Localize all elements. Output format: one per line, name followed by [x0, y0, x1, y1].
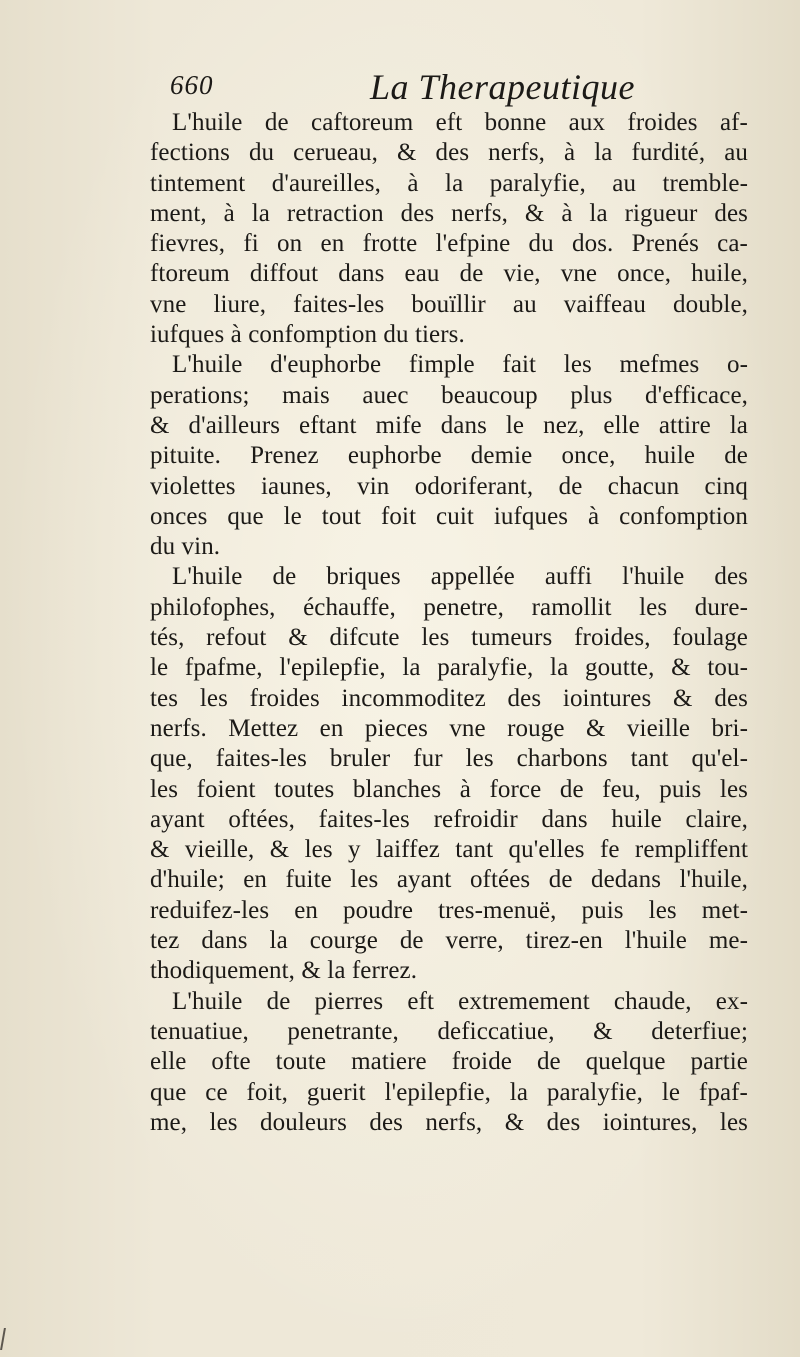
- text-line: philofophes, échauffe, penetre, ramollit les dure-: [150, 593, 748, 621]
- text-line: elle ofte toute matiere froide de quelque partie: [150, 1048, 748, 1076]
- text-line: nerfs. Mettez en pieces vne rouge & vieille bri-: [150, 714, 748, 742]
- text-line: violettes iaunes, vin odoriferant, de chacun cinq: [150, 472, 748, 500]
- text-line: vne liure, faites-les bouïllir au vaiffeau double,: [150, 290, 748, 318]
- text-line: fections du cerueau, & des nerfs, à la furdité, au: [150, 139, 748, 167]
- text-line: L'huile d'euphorbe fimple fait les mefmes o-: [172, 351, 748, 379]
- text-line: me, les douleurs des nerfs, & des iointures, les: [150, 1108, 748, 1136]
- text-line: & vieille, & les y laiffez tant qu'elles fe rempliffent: [150, 836, 748, 864]
- text-line: ment, à la retraction des nerfs, & à la rigueur des: [150, 199, 748, 227]
- text-line: onces que le tout foit cuit iufques à confomption: [150, 502, 748, 530]
- text-line: L'huile de caftoreum eft bonne aux froides af-: [172, 109, 748, 136]
- text-line: reduifez-les en poudre tres-menuë, puis les met-: [150, 896, 748, 924]
- text-line: ayant oftées, faites-les refroidir dans huile claire,: [150, 805, 748, 833]
- text-line: L'huile de pierres eft extremement chaude, ex-: [172, 987, 748, 1015]
- page-header: [170, 68, 730, 108]
- text-line: perations; mais auec beaucoup plus d'efficace,: [150, 381, 748, 409]
- text-line: pituite. Prenez euphorbe demie once, huile de: [150, 442, 748, 470]
- margin-mark: [0, 1328, 20, 1350]
- text-line: iufques à confomption du tiers.: [150, 321, 465, 349]
- text-line: que ce foit, guerit l'epilepfie, la paralyfie, le fpaf-: [150, 1078, 748, 1106]
- text-line: les foient toutes blanches à force de feu, puis les: [150, 775, 748, 803]
- text-line: le fpafme, l'epilepfie, la paralyfie, la goutte, & tou-: [150, 654, 748, 682]
- text-line: L'huile de briques appellée auffi l'huile des: [172, 563, 748, 591]
- text-line: & d'ailleurs eftant mife dans le nez, elle attire la: [150, 411, 748, 439]
- text-line: thodiquement, & la ferrez.: [150, 957, 418, 985]
- text-line: tenuatiue, penetrante, deficcatiue, & deterfiue;: [150, 1017, 748, 1045]
- text-line: fievres, fi on en frotte l'efpine du dos. Prenés ca-: [150, 230, 748, 258]
- text-line: ftoreum diffout dans eau de vie, vne once, huile,: [150, 260, 748, 288]
- text-line: d'huile; en fuite les ayant oftées de dedans l'huile,: [150, 866, 748, 894]
- running-title: La Therapeutique: [370, 67, 635, 107]
- text-line: tintement d'aureilles, à la paralyfie, au tremble-: [150, 169, 748, 197]
- text-line: que, faites-les bruler fur les charbons tant qu'el-: [150, 745, 748, 773]
- text-line: tés, refout & difcute les tumeurs froides, foulage: [150, 624, 748, 652]
- page-number: 660: [170, 70, 214, 100]
- text-line: du vin.: [150, 533, 221, 561]
- text-line: tez dans la courge de verre, tirez-en l'huile me-: [150, 927, 748, 955]
- body-text: [150, 108, 748, 1138]
- text-line: tes les froides incommoditez des iointures & des: [150, 684, 748, 712]
